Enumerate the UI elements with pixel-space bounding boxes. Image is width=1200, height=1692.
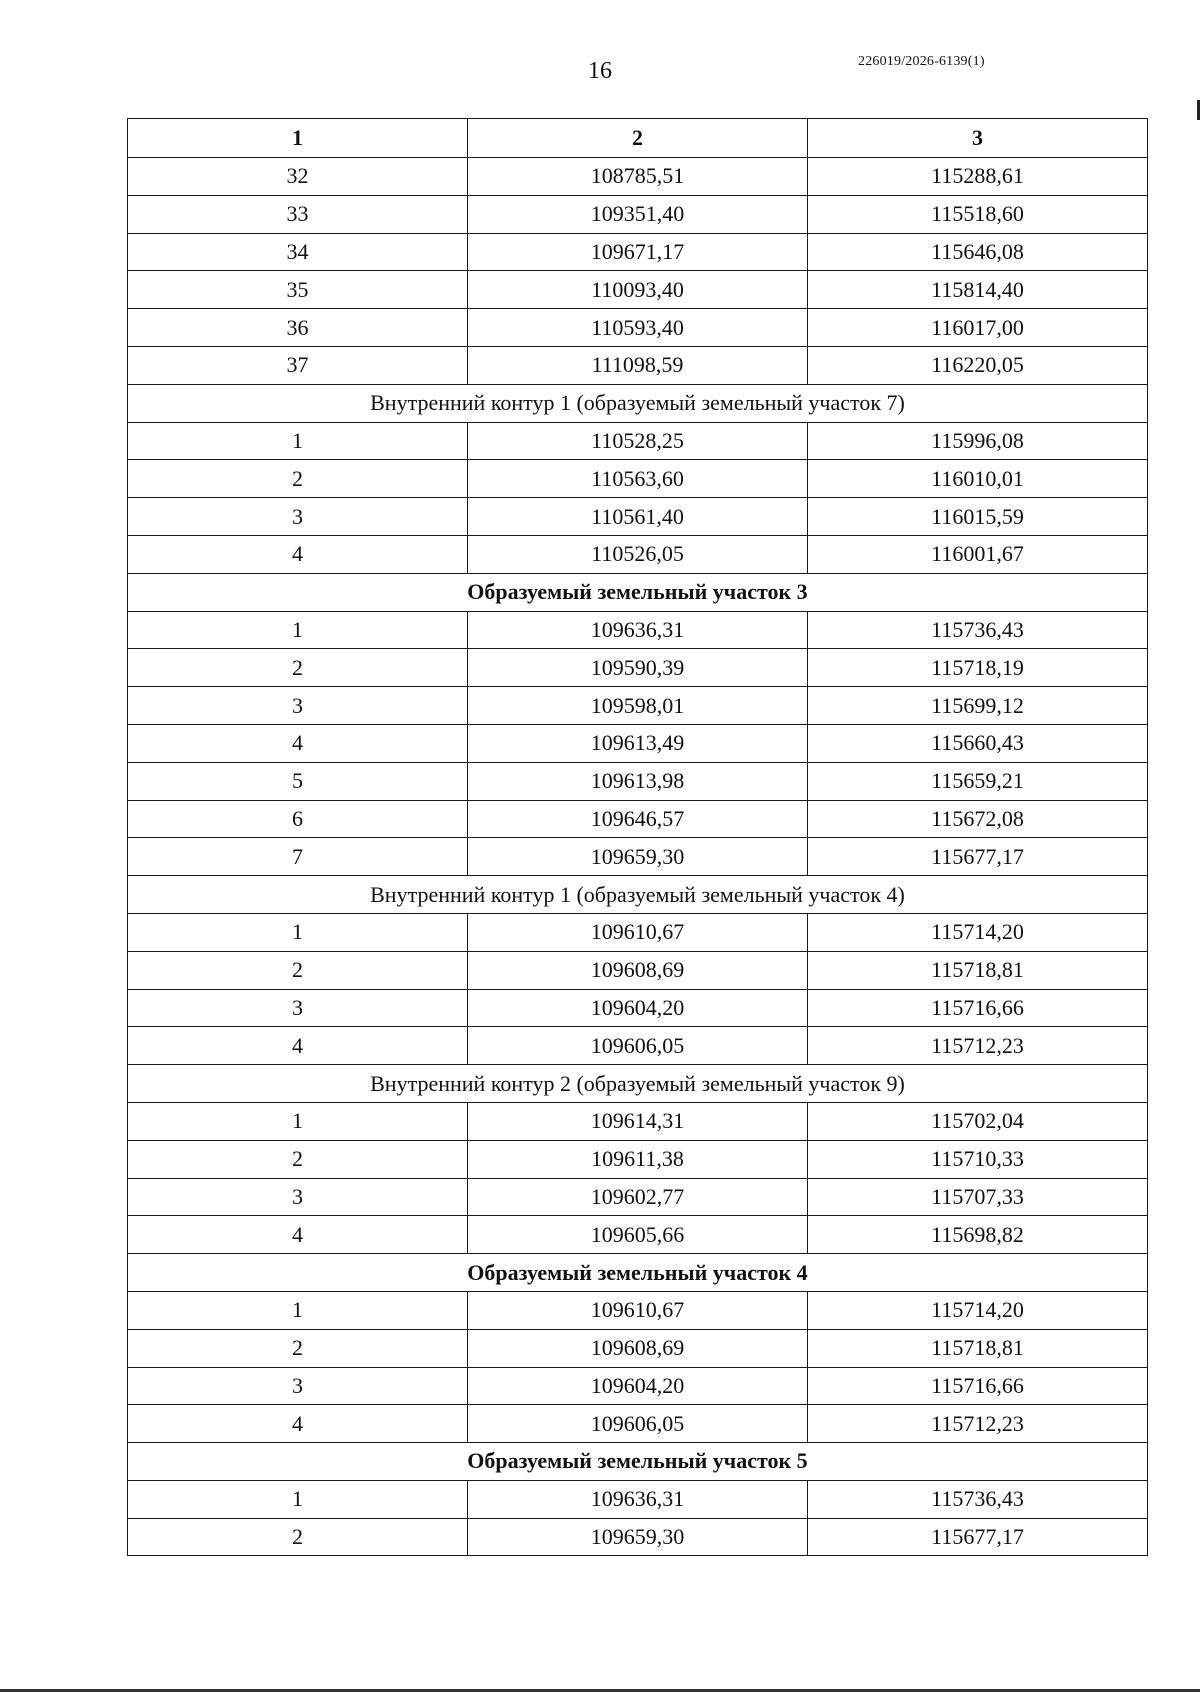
x-coordinate-cell: 111098,59: [468, 346, 808, 384]
table-row: [128, 649, 1148, 687]
y-coordinate-cell: 115712,23: [808, 1027, 1148, 1065]
table-row: [128, 233, 1148, 271]
point-number-cell: 2: [128, 1329, 468, 1367]
y-coordinate-cell: 115716,66: [808, 1367, 1148, 1405]
x-coordinate-cell: 109605,66: [468, 1216, 808, 1254]
point-number-cell: 1: [128, 611, 468, 649]
x-coordinate-cell: 109646,57: [468, 800, 808, 838]
table-row: [128, 611, 1148, 649]
page-number: 16: [588, 58, 612, 84]
section-heading: Внутренний контур 2 (образуемый земельный участок 9): [128, 1065, 1148, 1103]
table-row: [128, 346, 1148, 384]
section-heading-row: [128, 1254, 1148, 1292]
table-row: [128, 1140, 1148, 1178]
y-coordinate-cell: 115718,19: [808, 649, 1148, 687]
table-row: [128, 1216, 1148, 1254]
point-number-cell: 2: [128, 649, 468, 687]
x-coordinate-cell: 110593,40: [468, 309, 808, 347]
section-heading: Внутренний контур 1 (образуемый земельный участок 4): [128, 876, 1148, 914]
table-row: [128, 800, 1148, 838]
point-number-cell: 3: [128, 1178, 468, 1216]
x-coordinate-cell: 110561,40: [468, 498, 808, 536]
x-coordinate-cell: 109659,30: [468, 1518, 808, 1556]
x-coordinate-cell: 109606,05: [468, 1405, 808, 1443]
table-row: [128, 913, 1148, 951]
document-code: 226019/2026-6139(1): [858, 54, 985, 69]
point-number-cell: 2: [128, 460, 468, 498]
x-coordinate-cell: 109671,17: [468, 233, 808, 271]
point-number-cell: 4: [128, 1405, 468, 1443]
y-coordinate-cell: 115718,81: [808, 951, 1148, 989]
point-number-cell: 3: [128, 498, 468, 536]
section-heading-row: [128, 1065, 1148, 1103]
y-coordinate-cell: 116015,59: [808, 498, 1148, 536]
y-coordinate-cell: 115699,12: [808, 687, 1148, 725]
point-number-cell: 33: [128, 195, 468, 233]
section-heading: Образуемый земельный участок 5: [128, 1443, 1148, 1481]
x-coordinate-cell: 109613,49: [468, 724, 808, 762]
y-coordinate-cell: 115736,43: [808, 611, 1148, 649]
x-coordinate-cell: 109604,20: [468, 989, 808, 1027]
x-coordinate-cell: 109611,38: [468, 1140, 808, 1178]
table-row: [128, 1178, 1148, 1216]
y-coordinate-cell: 115718,81: [808, 1329, 1148, 1367]
y-coordinate-cell: 115677,17: [808, 1518, 1148, 1556]
section-heading-row: [128, 573, 1148, 611]
point-number-cell: 5: [128, 762, 468, 800]
point-number-cell: 3: [128, 687, 468, 725]
point-number-cell: 7: [128, 838, 468, 876]
x-coordinate-cell: 109610,67: [468, 913, 808, 951]
x-coordinate-cell: 109351,40: [468, 195, 808, 233]
point-number-cell: 2: [128, 1518, 468, 1556]
y-coordinate-cell: 115716,66: [808, 989, 1148, 1027]
point-number-cell: 4: [128, 535, 468, 573]
point-number-cell: 4: [128, 1216, 468, 1254]
section-heading: Образуемый земельный участок 3: [128, 573, 1148, 611]
point-number-cell: 2: [128, 951, 468, 989]
x-coordinate-cell: 109659,30: [468, 838, 808, 876]
coordinates-table: [127, 118, 1148, 1556]
table-row: [128, 535, 1148, 573]
point-number-cell: 37: [128, 346, 468, 384]
point-number-cell: 1: [128, 422, 468, 460]
table-row: [128, 460, 1148, 498]
point-number-cell: 3: [128, 989, 468, 1027]
x-coordinate-cell: 109608,69: [468, 1329, 808, 1367]
x-coordinate-cell: 110526,05: [468, 535, 808, 573]
table-row: [128, 1027, 1148, 1065]
point-number-cell: 3: [128, 1367, 468, 1405]
point-number-cell: 1: [128, 1291, 468, 1329]
x-coordinate-cell: 109590,39: [468, 649, 808, 687]
y-coordinate-cell: 116001,67: [808, 535, 1148, 573]
table-row: [128, 1480, 1148, 1518]
x-coordinate-cell: 109613,98: [468, 762, 808, 800]
y-coordinate-cell: 115996,08: [808, 422, 1148, 460]
x-coordinate-cell: 109608,69: [468, 951, 808, 989]
table-row: [128, 762, 1148, 800]
y-coordinate-cell: 115659,21: [808, 762, 1148, 800]
table-header-row: [128, 119, 1148, 158]
table-row: [128, 724, 1148, 762]
table-row: [128, 838, 1148, 876]
coordinates-table-body: [128, 119, 1148, 1556]
y-coordinate-cell: 116220,05: [808, 346, 1148, 384]
table-row: [128, 1329, 1148, 1367]
y-coordinate-cell: 115672,08: [808, 800, 1148, 838]
x-coordinate-cell: 110563,60: [468, 460, 808, 498]
point-number-cell: 34: [128, 233, 468, 271]
section-heading-row: [128, 876, 1148, 914]
y-coordinate-cell: 115736,43: [808, 1480, 1148, 1518]
table-row: [128, 271, 1148, 309]
column-header-2: 2: [468, 119, 808, 158]
point-number-cell: 35: [128, 271, 468, 309]
y-coordinate-cell: 115707,33: [808, 1178, 1148, 1216]
table-row: [128, 1102, 1148, 1140]
y-coordinate-cell: 115677,17: [808, 838, 1148, 876]
y-coordinate-cell: 115518,60: [808, 195, 1148, 233]
point-number-cell: 4: [128, 724, 468, 762]
column-header-3: 3: [808, 119, 1148, 158]
y-coordinate-cell: 115646,08: [808, 233, 1148, 271]
table-row: [128, 1518, 1148, 1556]
x-coordinate-cell: 108785,51: [468, 158, 808, 196]
point-number-cell: 1: [128, 913, 468, 951]
table-row: [128, 195, 1148, 233]
column-header-1: 1: [128, 119, 468, 158]
x-coordinate-cell: 109598,01: [468, 687, 808, 725]
section-heading-row: [128, 384, 1148, 422]
y-coordinate-cell: 115702,04: [808, 1102, 1148, 1140]
x-coordinate-cell: 109614,31: [468, 1102, 808, 1140]
section-heading: Образуемый земельный участок 4: [128, 1254, 1148, 1292]
y-coordinate-cell: 115714,20: [808, 1291, 1148, 1329]
table-row: [128, 951, 1148, 989]
y-coordinate-cell: 115814,40: [808, 271, 1148, 309]
y-coordinate-cell: 115288,61: [808, 158, 1148, 196]
x-coordinate-cell: 109604,20: [468, 1367, 808, 1405]
point-number-cell: 32: [128, 158, 468, 196]
table-row: [128, 1367, 1148, 1405]
point-number-cell: 36: [128, 309, 468, 347]
point-number-cell: 6: [128, 800, 468, 838]
x-coordinate-cell: 109610,67: [468, 1291, 808, 1329]
x-coordinate-cell: 110093,40: [468, 271, 808, 309]
section-heading-row: [128, 1443, 1148, 1481]
table-row: [128, 158, 1148, 196]
y-coordinate-cell: 115714,20: [808, 913, 1148, 951]
table-row: [128, 1405, 1148, 1443]
y-coordinate-cell: 115698,82: [808, 1216, 1148, 1254]
point-number-cell: 1: [128, 1102, 468, 1140]
x-coordinate-cell: 109636,31: [468, 1480, 808, 1518]
y-coordinate-cell: 116010,01: [808, 460, 1148, 498]
section-heading: Внутренний контур 1 (образуемый земельный участок 7): [128, 384, 1148, 422]
x-coordinate-cell: 109602,77: [468, 1178, 808, 1216]
y-coordinate-cell: 116017,00: [808, 309, 1148, 347]
point-number-cell: 2: [128, 1140, 468, 1178]
point-number-cell: 4: [128, 1027, 468, 1065]
y-coordinate-cell: 115710,33: [808, 1140, 1148, 1178]
y-coordinate-cell: 115660,43: [808, 724, 1148, 762]
table-row: [128, 422, 1148, 460]
table-row: [128, 1291, 1148, 1329]
point-number-cell: 1: [128, 1480, 468, 1518]
table-row: [128, 687, 1148, 725]
y-coordinate-cell: 115712,23: [808, 1405, 1148, 1443]
x-coordinate-cell: 109636,31: [468, 611, 808, 649]
table-row: [128, 498, 1148, 536]
table-row: [128, 309, 1148, 347]
table-row: [128, 989, 1148, 1027]
x-coordinate-cell: 110528,25: [468, 422, 808, 460]
x-coordinate-cell: 109606,05: [468, 1027, 808, 1065]
